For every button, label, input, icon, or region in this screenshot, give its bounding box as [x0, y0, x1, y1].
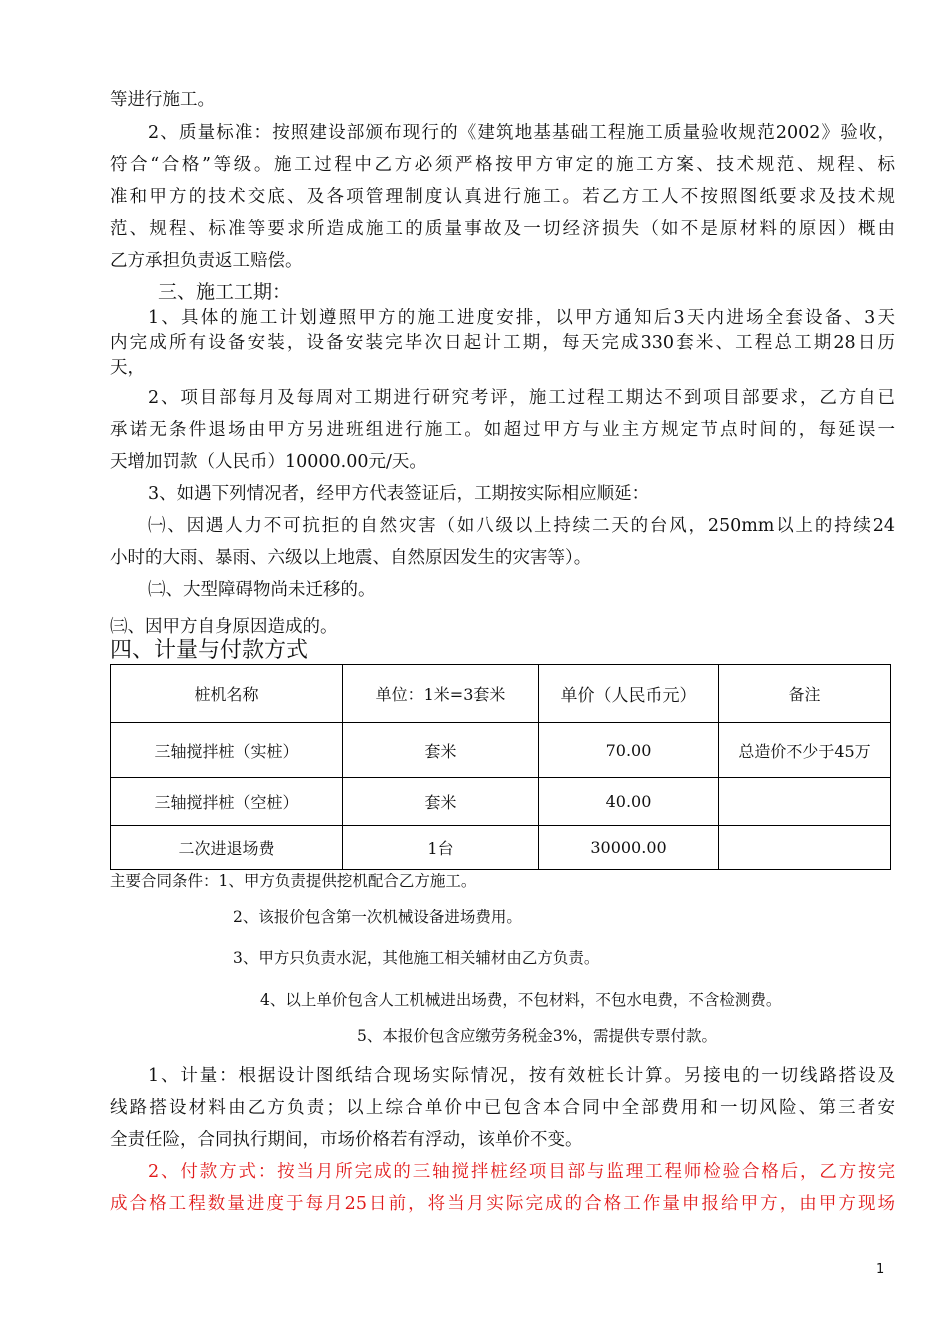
payment-method-line: 成合格工程数量进度于每月25日前，将当月实际完成的合格工作量申报给甲方，由甲方现场 [110, 1194, 895, 1214]
contract-note: 5、本报价包含应缴劳务税金3%，需提供专票付款。 [357, 1027, 717, 1045]
paragraph-line: 天增加罚款（人民币）10000.00元/天。 [110, 452, 427, 472]
paragraph-line: ㈢、因甲方自身原因造成的。 [110, 617, 338, 637]
table-row [111, 826, 891, 870]
table-cell [719, 778, 891, 826]
paragraph-line: 等进行施工。 [110, 90, 215, 110]
paragraph-line: 小时的大雨、暴雨、六级以上地震、自然原因发生的灾害等）。 [110, 548, 592, 568]
price-table [110, 664, 891, 870]
paragraph-line: 3、如遇下列情况者，经甲方代表签证后，工期按实际相应顺延： [148, 484, 650, 504]
table-cell: 二次进退场费 [111, 826, 343, 870]
paragraph-line: 线路搭设材料由乙方负责；以上综合单价中已包含本合同中全部费用和一切风险、第三者安 [110, 1098, 895, 1118]
contract-note: 3、甲方只负责水泥，其他施工相关辅材由乙方负责。 [233, 949, 600, 967]
contract-note: 2、该报价包含第一次机械设备进场费用。 [233, 908, 522, 926]
payment-method-line: 2、付款方式：按当月所完成的三轴搅拌桩经项目部与监理工程师检验合格后，乙方按完 [148, 1162, 895, 1182]
table-header-cell: 单位：1米=3套米 [343, 665, 539, 723]
paragraph-line: 乙方承担负责返工赔偿。 [110, 251, 303, 271]
paragraph-line: ㈡、大型障碍物尚未迁移的。 [148, 580, 376, 600]
measurement-line: 1、计量：根据设计图纸结合现场实际情况，按有效桩长计算。另接电的一切线路搭设及 [148, 1066, 895, 1086]
table-cell: 1台 [343, 826, 539, 870]
paragraph-line: 内完成所有设备安装，设备安装完毕次日起计工期，每天完成330套米、工程总工期28日历 [110, 333, 895, 353]
paragraph-line: ㈠、因遇人力不可抗拒的自然灾害（如八级以上持续二天的台风，250mm以上的持续24 [148, 516, 895, 536]
contract-note: 主要合同条件：1、甲方负责提供挖机配合乙方施工。 [110, 872, 477, 890]
quality-standard-line: 2、质量标准：按照建设部颁布现行的《建筑地基基础工程施工质量验收规范2002》验收， [148, 123, 895, 143]
table-header-cell: 备注 [719, 665, 891, 723]
table-cell: 套米 [343, 723, 539, 778]
page-number: 1 [876, 1262, 885, 1277]
table-cell [719, 826, 891, 870]
table-header-cell: 桩机名称 [111, 665, 343, 723]
table-header-row [111, 665, 891, 723]
section-heading-payment: 四、计量与付款方式 [110, 638, 309, 663]
paragraph-line: 承诺无条件退场由甲方另进班组进行施工。如超过甲方与业主方规定节点时间的，每延误一 [110, 420, 895, 440]
table-cell: 30000.00 [539, 826, 719, 870]
paragraph-line: 符合“合格”等级。施工过程中乙方必须严格按甲方审定的施工方案、技术规范、规程、标 [110, 155, 895, 175]
paragraph-line: 范、规程、标准等要求所造成施工的质量事故及一切经济损失（如不是原材料的原因）概由 [110, 219, 895, 239]
table-cell: 40.00 [539, 778, 719, 826]
paragraph-line: 全责任险，合同执行期间，市场价格若有浮动，该单价不变。 [110, 1130, 583, 1150]
table-header-cell: 单价（人民币元） [539, 665, 719, 723]
table-cell: 三轴搅拌桩（空桩） [111, 778, 343, 826]
table-cell: 套米 [343, 778, 539, 826]
contract-note: 4、以上单价包含人工机械进出场费，不包材料，不包水电费，不含检测费。 [260, 991, 782, 1009]
table-cell: 总造价不少于45万 [719, 723, 891, 778]
paragraph-line: 2、项目部每月及每周对工期进行研究考评，施工过程工期达不到项目部要求，乙方自已 [148, 388, 895, 408]
table-cell: 70.00 [539, 723, 719, 778]
paragraph-line: 准和甲方的技术交底、及各项管理制度认真进行施工。若乙方工人不按照图纸要求及技术规 [110, 187, 895, 207]
paragraph-line: 天， [110, 358, 145, 378]
section-heading-schedule: 三、施工工期： [158, 281, 292, 303]
table-row [111, 723, 891, 778]
schedule-line: 1、具体的施工计划遵照甲方的施工进度安排，以甲方通知后3天内进场全套设备、3天 [148, 308, 895, 328]
table-cell: 三轴搅拌桩（实桩） [111, 723, 343, 778]
table-row [111, 778, 891, 826]
